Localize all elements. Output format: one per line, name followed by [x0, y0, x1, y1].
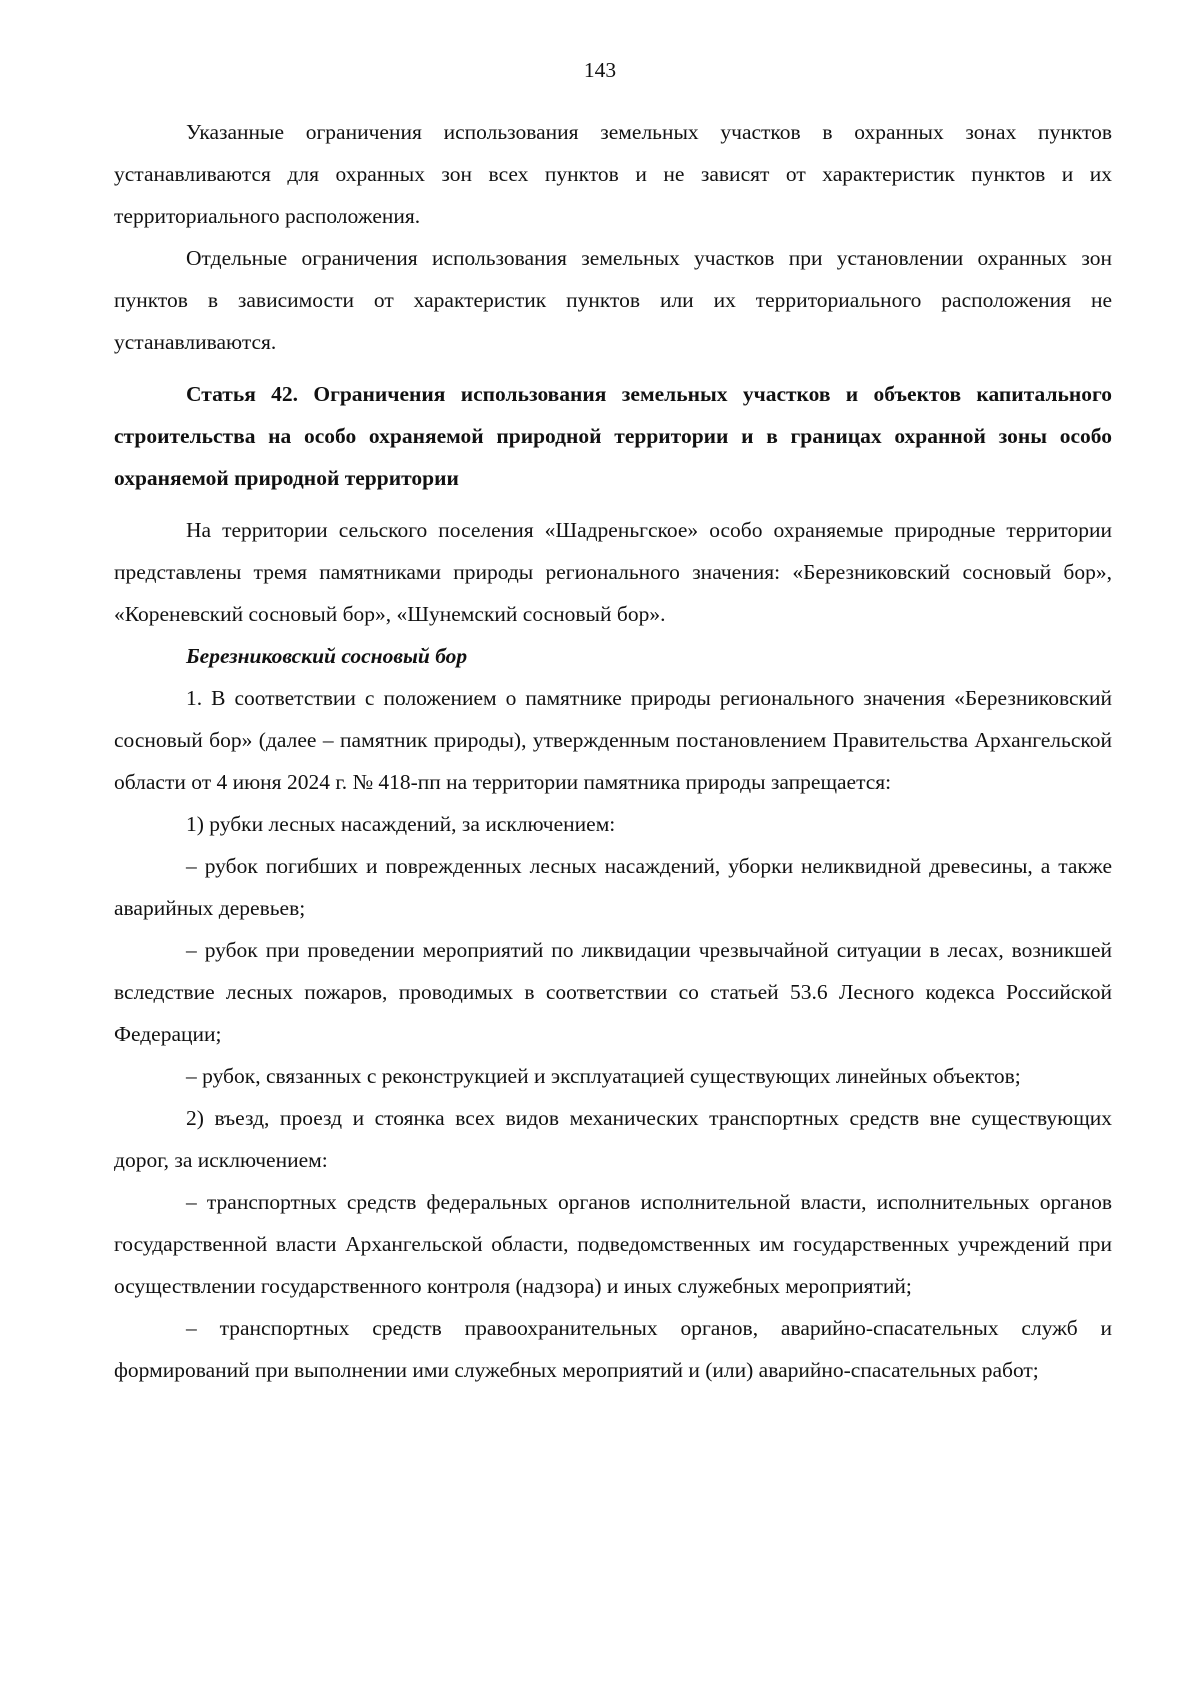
- paragraph: 1. В соответствии с положением о памятнике природы регионального значения «Березниковский сосновый бор» (далее – памятник природы), утвержденным постановлением Правительства Архангельской области от 4 июня 2024 г. № 418-пп на территории памятника природы запрещается:: [114, 686, 1112, 794]
- list-item: – рубок, связанных с реконструкцией и эксплуатацией существующих линейных объектов;: [186, 1064, 1021, 1088]
- paragraph: Отдельные ограничения использования земельных участков при установлении охранных зон пунктов в зависимости от характеристик пунктов или их территориального расположения не устанавливаются.: [114, 246, 1112, 354]
- document-body: [114, 111, 1112, 1391]
- list-item: – транспортных средств правоохранительных органов, аварийно-спасательных служб и формирований при выполнении ими служебных мероприятий и (или) аварийно-спасательных работ;: [114, 1316, 1112, 1382]
- list-item: – транспортных средств федеральных органов исполнительной власти, исполнительных органов государственной власти Архангельской области, подведомственных им государственных учреждений при осуществлении государственного контроля (надзора) и иных служебных мероприятий;: [114, 1190, 1112, 1298]
- paragraph: Указанные ограничения использования земельных участков в охранных зонах пунктов устанавливаются для охранных зон всех пунктов и не зависят от характеристик пунктов и их территориального расположения.: [114, 120, 1112, 228]
- list-item: 2) въезд, проезд и стоянка всех видов механических транспортных средств вне существующих дорог, за исключением:: [114, 1106, 1112, 1172]
- section-subheading: Березниковский сосновый бор: [186, 644, 468, 668]
- list-item: 1) рубки лесных насаждений, за исключением:: [186, 812, 616, 836]
- list-item: – рубок погибших и поврежденных лесных насаждений, уборки неликвидной древесины, а также аварийных деревьев;: [114, 854, 1112, 920]
- page-number: 143: [583, 58, 617, 82]
- article-heading: Статья 42. Ограничения использования земельных участков и объектов капитального строительства на особо охраняемой природной территории и в границах охранной зоны особо охраняемой природной территории: [114, 382, 1112, 490]
- list-item: – рубок при проведении мероприятий по ликвидации чрезвычайной ситуации в лесах, возникшей вследствие лесных пожаров, проводимых в соответствии со статьей 53.6 Лесного кодекса Российской Федерации;: [114, 938, 1112, 1046]
- paragraph: На территории сельского поселения «Шадреньгское» особо охраняемые природные территории представлены тремя памятниками природы регионального значения: «Березниковский сосновый бор», «Кореневский сосновый бор», «Шунемский сосновый бор».: [114, 518, 1112, 626]
